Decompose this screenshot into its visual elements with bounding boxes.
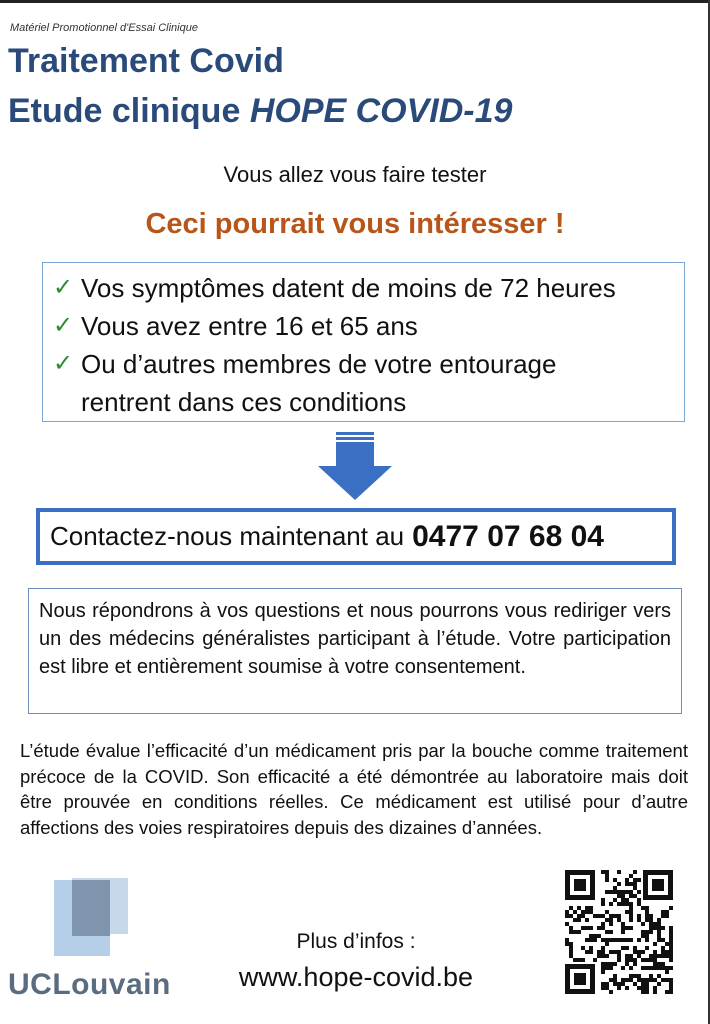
- criterion-text: Ou d’autres membres de votre entourage: [81, 349, 557, 379]
- study-name: HOPE COVID-19: [249, 92, 513, 130]
- check-icon: ✓: [53, 274, 74, 301]
- criterion-item: [53, 307, 674, 345]
- page-title-line2: [8, 92, 512, 131]
- criterion-text: rentrent dans ces conditions: [81, 387, 407, 417]
- more-info-label: Plus d’infos :: [296, 930, 416, 953]
- attention-heading: Ceci pourrait vous intéresser !: [145, 208, 565, 240]
- contact-box: [36, 508, 676, 565]
- title-prefix: Etude clinique: [8, 92, 250, 130]
- criterion-text: Vous avez entre 16 et 65 ans: [81, 311, 418, 341]
- page-title: Traitement Covid: [8, 42, 284, 80]
- header-subtitle: Matériel Promotionnel d'Essai Clinique: [10, 22, 198, 34]
- more-info: [226, 930, 486, 993]
- contact-label: Contactez-nous maintenant au: [50, 521, 405, 551]
- down-arrow-icon: [318, 432, 392, 502]
- criterion-text: Vos symptômes datent de moins de 72 heures: [81, 273, 616, 303]
- lead-text: Vous allez vous faire tester: [223, 162, 487, 187]
- answer-box: Nous répondrons à vos questions et nous pourrons vous rediriger vers un des médecins généralistes participant à l’étude. Votre participation est libre et entièrement soumise à votre consentement.: [28, 588, 682, 714]
- qr-code-icon[interactable]: [563, 868, 675, 996]
- website-link[interactable]: www.hope-covid.be: [238, 962, 474, 992]
- criterion-item-continued: [53, 383, 674, 421]
- top-border: [0, 0, 710, 3]
- criterion-item: [53, 345, 674, 383]
- uclouvain-logo: [8, 878, 178, 1008]
- check-icon: ✓: [53, 350, 74, 377]
- criteria-box: [42, 262, 685, 422]
- logo-text: UCLouvain: [8, 968, 171, 1001]
- study-description: L’étude évalue l’efficacité d’un médicament pris par la bouche comme traitement précoce de la COVID. Son efficacité a été démontrée au laboratoire mais doit être prouvée en conditions réelles. Ce médicament est utilisé pour d’autre affections des voies respiratoires depuis des dizaines d’années.: [20, 740, 688, 838]
- criterion-item: [53, 269, 674, 307]
- check-icon: ✓: [53, 312, 74, 339]
- contact-phone[interactable]: 0477 07 68 04: [412, 519, 604, 553]
